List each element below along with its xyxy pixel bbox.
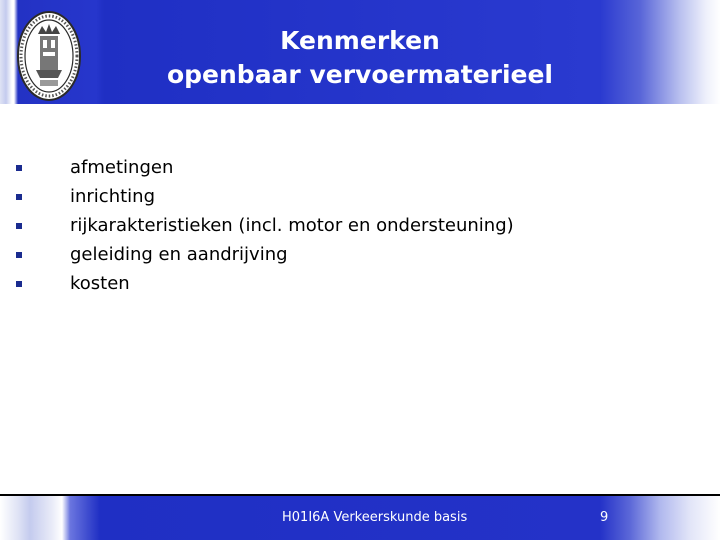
- university-seal-icon: [16, 10, 82, 102]
- bullet-item: [16, 211, 514, 240]
- footer-bar: [0, 496, 720, 540]
- bullet-text: kosten: [70, 273, 130, 294]
- title-line-1: Kenmerken: [280, 26, 440, 55]
- square-bullet-icon: [16, 223, 22, 229]
- square-bullet-icon: [16, 194, 22, 200]
- bullet-text: inrichting: [70, 186, 156, 207]
- bullet-list: [16, 153, 514, 298]
- bullet-item: [16, 182, 514, 211]
- page-number: 9: [600, 510, 609, 525]
- slide-title: [100, 24, 620, 92]
- square-bullet-icon: [16, 252, 22, 258]
- bullet-text: rijkarakteristieken (incl. motor en ondersteuning): [70, 215, 514, 236]
- bullet-item: [16, 240, 514, 269]
- bullet-text: afmetingen: [70, 157, 174, 178]
- course-code: H01I6A Verkeerskunde basis: [282, 510, 468, 525]
- bullet-item: [16, 269, 514, 298]
- bullet-item: [16, 153, 514, 182]
- square-bullet-icon: [16, 165, 22, 171]
- title-line-2: openbaar vervoermaterieel: [166, 60, 554, 89]
- title-bar: [0, 0, 720, 104]
- bullet-text: geleiding en aandrijving: [70, 244, 288, 265]
- square-bullet-icon: [16, 281, 22, 287]
